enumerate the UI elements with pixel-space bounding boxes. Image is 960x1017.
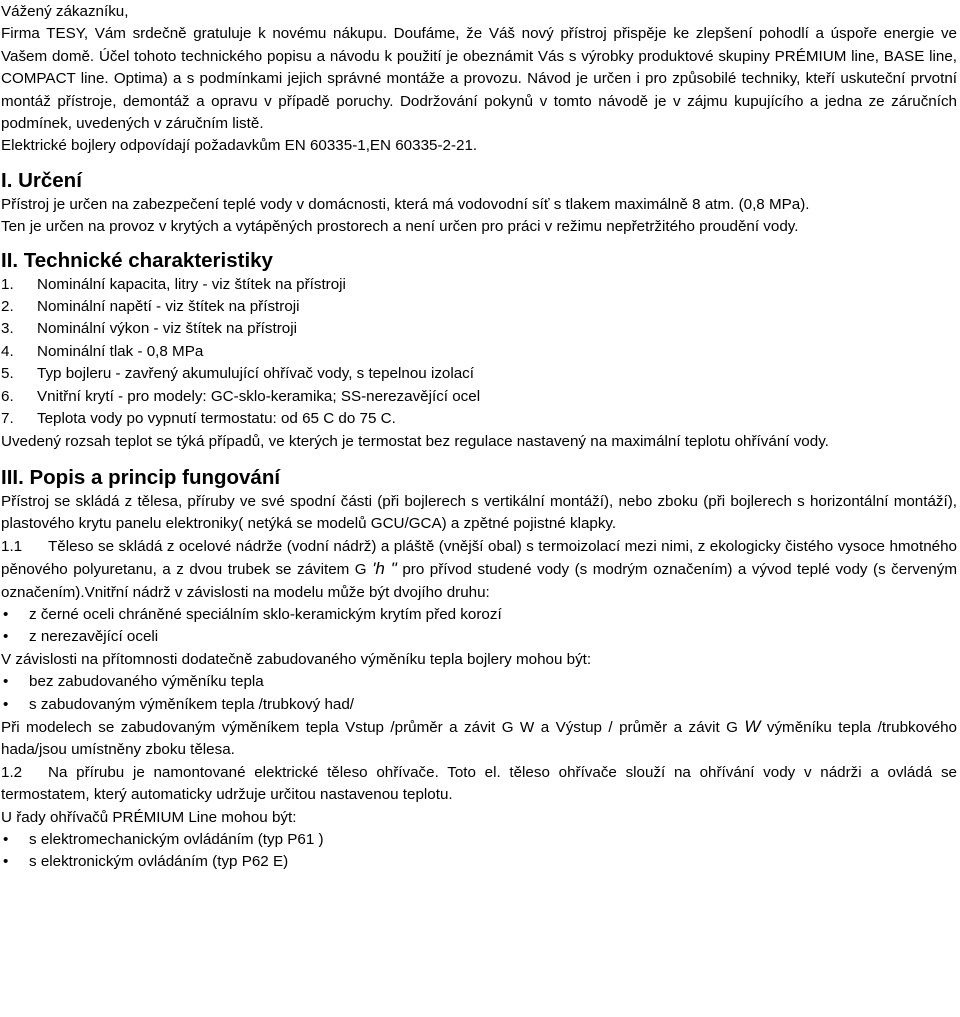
spec-item — [1, 363, 957, 385]
subsection-number: 1.1 — [1, 537, 23, 555]
greeting: Vážený zákazníku, — [1, 3, 129, 20]
spec-number: 4. — [1, 342, 14, 360]
spec-item — [1, 341, 957, 363]
section-heading-technical: II. Technické charakteristiky — [1, 248, 273, 272]
standards-statement: Elektrické bojlery odpovídají požadavkům EN 60335-1,EN 60335-2-21. — [1, 137, 478, 155]
list-item-text: z černé oceli chráněné speciálním sklo-keramickým krytím před korozí — [29, 605, 502, 623]
intro-paragraph: Firma TESY, Vám srdečně gratuluje k novému nákupu. Doufáme, že Váš nový přístroj přispěje ke zlepšení pohodlí a úspoře energie ve Vašem domě. Účel tohoto technického popisu a návodu k použití je obeznámit Vás s výrobky produktové skupiny PRÉMIUM line, BASE line, COMPACT line. Optima) a s podmínkami jejich správné montáže a provozu. Návod je určen i pro způsobilé techniky, kteří uskuteční prvotní montáž přístroje, demontáž a opravu v případě poruchy. Dodržování pokynů v tomto návodě je v zájmu kupujícího a jedna ze záručních podmínek, uvedených v záručním listě. — [1, 25, 957, 133]
spec-text: Teplota vody po vypnutí termostatu: od 65 C do 75 C. — [37, 410, 396, 428]
exchanger-note — [1, 716, 957, 762]
exchanger-intro: V závislosti na přítomnosti dodatečně zabudovaného výměníku tepla bojlery mohou být: — [1, 650, 592, 668]
spec-number: 5. — [1, 365, 14, 383]
list-item — [1, 604, 957, 626]
list-item-text: s zabudovaným výměníkem tepla /trubkový had/ — [29, 695, 355, 713]
bullet-icon: • — [3, 831, 9, 848]
spec-text: Typ bojleru - zavřený akumulující ohřívač vody, s tepelnou izolací — [37, 365, 474, 383]
bullet-icon: • — [3, 605, 9, 623]
body-description-text-cont: pro přívod studené vody (s modrým označením) a vývod teplé vody (s červeným označením).Vnitřní nádrž v závislosti na modelu může být dvojího druhu: — [1, 561, 957, 601]
spec-item — [1, 296, 957, 318]
section-heading-description: III. Popis a princip fungování — [1, 465, 281, 489]
spec-text: Nominální napětí - viz štítek na přístroji — [37, 298, 300, 316]
list-item — [1, 671, 957, 693]
control-type-list — [1, 829, 957, 874]
spec-text: Nominální kapacita, litry - viz štítek na přístroji — [37, 275, 346, 293]
spec-number: 3. — [1, 320, 14, 338]
manual-page — [1, 0, 957, 874]
body-description-text: Těleso se skládá z ocelové nádrže (vodní nádrž) a pláště (vnější obal) s termoizolací mezi nimi, z ekologicky čistého vysoce hmotného pěnového polyuretanu, a z dvou trubek se závitem G — [1, 537, 957, 579]
spec-number: 1. — [1, 275, 14, 293]
spec-item — [1, 386, 957, 408]
thread-size-symbol: W — [744, 716, 761, 736]
exchanger-note-text: Při modelech se zabudovaným výměníkem tepla Vstup /průměr a závit G W a Výstup / průměr a závit G — [1, 718, 745, 736]
heater-paragraph — [1, 762, 957, 807]
exchanger-type-list — [1, 671, 957, 716]
thread-size-symbol: 'h " — [372, 559, 397, 579]
temperature-note: Uvedený rozsah teplot se týká případů, ve kterých je termostat bez regulace nastavený na maximální teplotu ohřívání vody. — [1, 432, 829, 450]
purpose-paragraph: Přístroj je určen na zabezpečení teplé vody v domácnosti, která má vodovodní síť s tlakem maximálně 8 atm. (0,8 MPa). — [1, 195, 810, 213]
list-item — [1, 626, 957, 648]
spec-item — [1, 274, 957, 296]
body-description-paragraph — [1, 536, 957, 604]
list-item-text: s elektromechanickým ovládáním (typ P61 ) — [29, 831, 324, 848]
bullet-icon: • — [3, 853, 9, 871]
bullet-icon: • — [3, 673, 9, 691]
section-heading-purpose: I. Určení — [1, 168, 82, 192]
spec-item — [1, 318, 957, 340]
list-item-text: bez zabudovaného výměníku tepla — [29, 673, 264, 691]
list-item — [1, 829, 957, 851]
bullet-icon: • — [3, 695, 9, 713]
spec-number: 2. — [1, 298, 14, 316]
spec-number: 6. — [1, 387, 14, 405]
heater-text: Na přírubu je namontované elektrické těleso ohřívače. Toto el. těleso ohřívače slouží na ohřívání vody v nádrži a ovládá se termostatem, který automaticky udržuje určitou nastavenou teplotu. — [1, 763, 957, 804]
description-paragraph: Přístroj se skládá z tělesa, příruby ve své spodní části (při bojlerech s vertikální montáží), nebo zboku (při bojlerech s horizontální montáží), plastového krytu panelu elektroniky( netýká se modelů GCU/GCA) a zpětné pojistné klapky. — [1, 492, 957, 533]
list-item — [1, 851, 957, 873]
exchanger-note-text-cont: výměníku tepla /trubkového hada/jsou umístněny zboku tělesa. — [1, 718, 958, 759]
spec-text: Vnitřní krytí - pro modely: GC-sklo-keramika; SS-nerezavějící ocel — [37, 387, 481, 405]
spec-text: Nominální výkon - viz štítek na přístroji — [37, 320, 297, 338]
technical-specs-list — [1, 274, 957, 431]
subsection-number: 1.2 — [1, 763, 23, 781]
spec-text: Nominální tlak - 0,8 MPa — [37, 342, 204, 360]
list-item-text: s elektronickým ovládáním (typ P62 E) — [29, 853, 289, 871]
list-item — [1, 694, 957, 716]
list-item-text: z nerezavějící oceli — [29, 628, 159, 646]
premium-intro: U řady ohřívačů PRÉMIUM Line mohou být: — [1, 808, 297, 826]
purpose-paragraph: Ten je určen na provoz v krytých a vytápěných prostorech a není určen pro práci v režimu nepřetržitého proudění vody. — [1, 218, 799, 236]
bullet-icon: • — [3, 628, 9, 646]
tank-type-list — [1, 604, 957, 649]
spec-number: 7. — [1, 410, 14, 428]
spec-item — [1, 408, 957, 430]
